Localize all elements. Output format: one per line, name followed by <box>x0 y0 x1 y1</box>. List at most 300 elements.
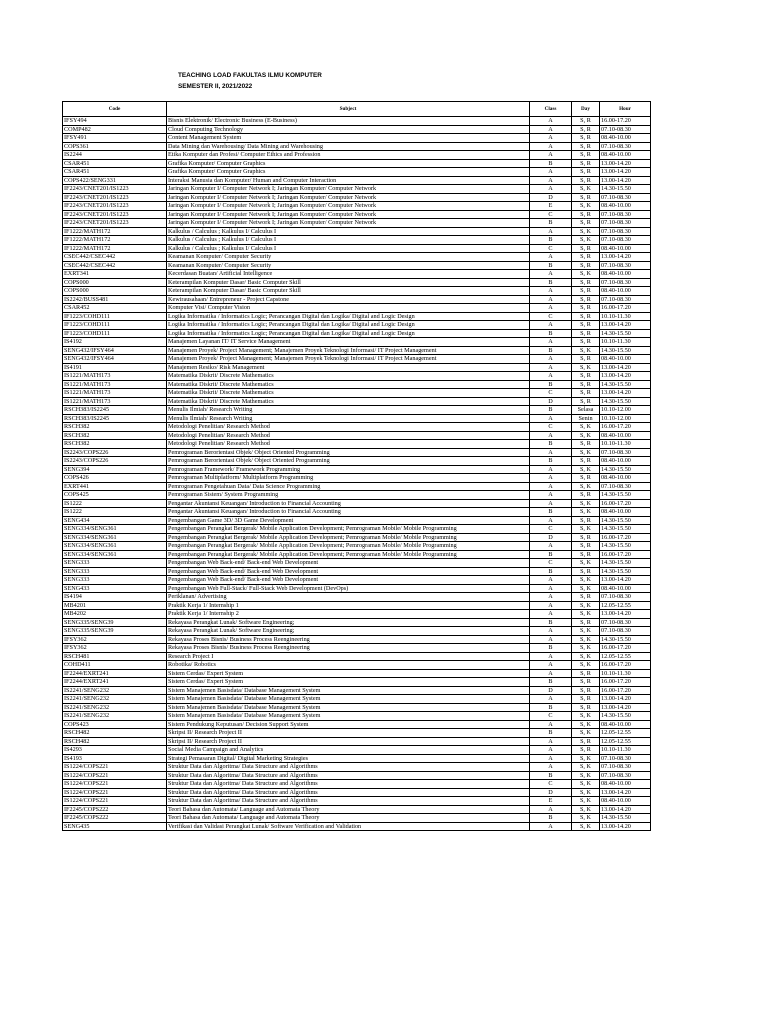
table-row <box>63 644 651 653</box>
cell-code: IF1222/MATH172 <box>63 244 167 253</box>
table-body <box>63 117 651 831</box>
cell-subject: Praktik Kerja 1/ Internship 2 <box>167 610 530 619</box>
table-row <box>63 533 651 542</box>
cell-class: B <box>530 457 572 466</box>
cell-code: SENG333 <box>63 567 167 576</box>
cell-hour: 13.00-14.20 <box>600 822 651 831</box>
cell-code: COPS425 <box>63 491 167 500</box>
cell-class: A <box>530 185 572 194</box>
cell-day: S, K <box>572 601 600 610</box>
table-row <box>63 227 651 236</box>
cell-subject: Kalkulus / Calculus ; Kalkulus I/ Calculus I <box>167 227 530 236</box>
cell-hour: 07.10-08.30 <box>600 448 651 457</box>
table-row <box>63 771 651 780</box>
cell-hour: 08.40-10.00 <box>600 584 651 593</box>
cell-day: S, K <box>572 448 600 457</box>
cell-day: S, R <box>572 678 600 687</box>
cell-subject: Sistem Manajemen Basisdata/ Database Management System <box>167 703 530 712</box>
cell-subject: Data Mining dan Warehousing/ Data Mining and Warehousing <box>167 142 530 151</box>
cell-day: S, R <box>572 287 600 296</box>
cell-code: IF1222/MATH172 <box>63 236 167 245</box>
cell-day: S, K <box>572 499 600 508</box>
cell-day: S, R <box>572 457 600 466</box>
cell-day: S, K <box>572 423 600 432</box>
cell-code: IS1224/COPS221 <box>63 797 167 806</box>
table-row <box>63 185 651 194</box>
cell-code: COPS361 <box>63 142 167 151</box>
cell-class: A <box>530 695 572 704</box>
cell-class: A <box>530 601 572 610</box>
header-day: Day <box>572 102 600 117</box>
cell-code: IF1222/MATH172 <box>63 227 167 236</box>
cell-class: E <box>530 202 572 211</box>
cell-subject: Metodologi Penelitian/ Research Method <box>167 431 530 440</box>
cell-subject: Keterampilan Komputer Dasar/ Basic Computer Skill <box>167 278 530 287</box>
table-row <box>63 754 651 763</box>
cell-subject: Pengembangan Perangkat Bergerak/ Mobile Application Development; Pemrograman Mobile/ Mobile Programming <box>167 542 530 551</box>
cell-hour: 10.10-12.00 <box>600 406 651 415</box>
table-row <box>63 474 651 483</box>
cell-class: B <box>530 219 572 228</box>
table-row <box>63 125 651 134</box>
cell-class: A <box>530 363 572 372</box>
cell-hour: 07.10-08.30 <box>600 771 651 780</box>
cell-class: A <box>530 304 572 313</box>
cell-class: A <box>530 414 572 423</box>
cell-code: RSCH382 <box>63 423 167 432</box>
cell-code: IS2241/SENG232 <box>63 686 167 695</box>
cell-day: S, K <box>572 635 600 644</box>
cell-subject: Pemrograman Berorientasi Objek/ Object Oriented Programming <box>167 457 530 466</box>
table-row <box>63 440 651 449</box>
table-row <box>63 627 651 636</box>
cell-code: IF1223/COHD111 <box>63 321 167 330</box>
cell-code: RSCH383/IS2245 <box>63 406 167 415</box>
cell-subject: Praktik Kerja 1/ Internship 1 <box>167 601 530 610</box>
table-row <box>63 669 651 678</box>
table-row <box>63 652 651 661</box>
cell-hour: 13.00-14.20 <box>600 321 651 330</box>
cell-day: S, K <box>572 814 600 823</box>
cell-day: S, R <box>572 244 600 253</box>
cell-day: S, K <box>572 797 600 806</box>
cell-class: B <box>530 380 572 389</box>
cell-class: C <box>530 712 572 721</box>
table-row <box>63 703 651 712</box>
cell-subject: Logika Informatika / Informatics Logic; Perancangan Digital dan Logika/ Digital and Logic Design <box>167 321 530 330</box>
cell-day: S, K <box>572 202 600 211</box>
cell-class: B <box>530 729 572 738</box>
cell-code: RSCH482 <box>63 737 167 746</box>
cell-subject: Pemrograman Berorientasi Objek/ Object Oriented Programming <box>167 448 530 457</box>
cell-class: A <box>530 822 572 831</box>
cell-code: COPS000 <box>63 278 167 287</box>
cell-code: IF2243/CNET201/IS1223 <box>63 210 167 219</box>
cell-day: S, R <box>572 703 600 712</box>
cell-code: IFSY362 <box>63 635 167 644</box>
cell-subject: Strategi Pemasaran Digital/ Digital Marketing Strategies <box>167 754 530 763</box>
cell-class: A <box>530 754 572 763</box>
cell-code: IS4192 <box>63 338 167 347</box>
cell-hour: 08.40-10.00 <box>600 720 651 729</box>
cell-subject: Periklanan/ Advertising <box>167 593 530 602</box>
cell-hour: 07.10-08.30 <box>600 278 651 287</box>
cell-class: A <box>530 584 572 593</box>
cell-code: IS2244 <box>63 151 167 160</box>
cell-hour: 13.00-14.20 <box>600 389 651 398</box>
cell-subject: Teori Bahasa dan Automata/ Language and Automata Theory <box>167 814 530 823</box>
cell-hour: 13.00-14.20 <box>600 159 651 168</box>
table-row <box>63 329 651 338</box>
cell-subject: Jaringan Komputer I/ Computer Network I; Jaringan Komputer/ Computer Network <box>167 202 530 211</box>
cell-day: S, R <box>572 474 600 483</box>
cell-code: RSCH382 <box>63 440 167 449</box>
table-header-row <box>63 102 651 117</box>
cell-subject: Verifikasi dan Validasi Perangkat Lunak/ Software Verification and Validation <box>167 822 530 831</box>
cell-class: B <box>530 771 572 780</box>
cell-code: MB4202 <box>63 610 167 619</box>
table-row <box>63 525 651 534</box>
table-row <box>63 788 651 797</box>
cell-code: IS1221/MATH173 <box>63 389 167 398</box>
cell-day: S, K <box>572 584 600 593</box>
cell-code: IS1221/MATH173 <box>63 380 167 389</box>
cell-hour: 07.10-08.30 <box>600 295 651 304</box>
cell-class: C <box>530 525 572 534</box>
cell-class: C <box>530 423 572 432</box>
cell-hour: 13.00-14.20 <box>600 695 651 704</box>
cell-day: S, K <box>572 822 600 831</box>
table-row <box>63 729 651 738</box>
cell-subject: Matematika Diskrit/ Discrete Mathematics <box>167 389 530 398</box>
cell-subject: Pengembangan Perangkat Bergerak/ Mobile Application Development; Pemrograman Mobile/ Mobile Programming <box>167 550 530 559</box>
cell-subject: Skripsi II/ Research Project II <box>167 729 530 738</box>
table-row <box>63 363 651 372</box>
cell-class: A <box>530 431 572 440</box>
cell-subject: Robotika/ Robotics <box>167 661 530 670</box>
cell-class: A <box>530 593 572 602</box>
cell-class: B <box>530 346 572 355</box>
cell-subject: Jaringan Komputer I/ Computer Network I; Jaringan Komputer/ Computer Network <box>167 185 530 194</box>
cell-hour: 14.30-15.50 <box>600 329 651 338</box>
cell-day: S, R <box>572 176 600 185</box>
table-row <box>63 338 651 347</box>
cell-hour: 14.30-15.50 <box>600 559 651 568</box>
cell-hour: 08.40-10.00 <box>600 134 651 143</box>
cell-day: S, R <box>572 117 600 126</box>
table-row <box>63 542 651 551</box>
cell-class: D <box>530 397 572 406</box>
table-row <box>63 151 651 160</box>
cell-class: B <box>530 703 572 712</box>
table-row <box>63 550 651 559</box>
cell-code: IF1223/COHD111 <box>63 312 167 321</box>
cell-code: SENG394 <box>63 465 167 474</box>
cell-hour: 13.00-14.20 <box>600 576 651 585</box>
cell-code: CSAR451 <box>63 159 167 168</box>
cell-class: D <box>530 788 572 797</box>
cell-code: RSCH481 <box>63 652 167 661</box>
cell-subject: Sistem Manajemen Basisdata/ Database Management System <box>167 712 530 721</box>
table-row <box>63 142 651 151</box>
cell-subject: Matematika Diskrit/ Discrete Mathematics <box>167 380 530 389</box>
cell-hour: 13.00-14.20 <box>600 168 651 177</box>
cell-code: IS1222 <box>63 499 167 508</box>
cell-subject: Pemrograman Multiplatform/ Multiplatform Programming <box>167 474 530 483</box>
cell-class: B <box>530 329 572 338</box>
cell-code: SENG334/SENG361 <box>63 533 167 542</box>
table-row <box>63 805 651 814</box>
cell-subject: Teori Bahasa dan Automata/ Language and Automata Theory <box>167 805 530 814</box>
table-row <box>63 720 651 729</box>
cell-class: B <box>530 644 572 653</box>
cell-subject: Rekayasa Proses Bisnis/ Business Process Reengineering <box>167 644 530 653</box>
cell-subject: Cloud Computing Technology <box>167 125 530 134</box>
cell-class: A <box>530 151 572 160</box>
table-row <box>63 822 651 831</box>
cell-class: C <box>530 389 572 398</box>
cell-day: S, R <box>572 295 600 304</box>
cell-day: S, K <box>572 559 600 568</box>
cell-class: B <box>530 236 572 245</box>
document-semester: SEMESTER II, 2021/2022 <box>178 83 253 90</box>
table-row <box>63 423 651 432</box>
cell-class: A <box>530 610 572 619</box>
cell-day: S, R <box>572 389 600 398</box>
table-row <box>63 134 651 143</box>
cell-class: B <box>530 261 572 270</box>
cell-hour: 14.30-15.50 <box>600 542 651 551</box>
table-row <box>63 210 651 219</box>
cell-hour: 16.00-17.20 <box>600 533 651 542</box>
cell-hour: 10.10-11.30 <box>600 669 651 678</box>
table-row <box>63 618 651 627</box>
cell-day: S, R <box>572 695 600 704</box>
cell-day: S, K <box>572 346 600 355</box>
table-row <box>63 287 651 296</box>
cell-hour: 14.30-15.50 <box>600 185 651 194</box>
cell-day: S, R <box>572 321 600 330</box>
cell-day: S, K <box>572 508 600 517</box>
cell-hour: 13.00-14.20 <box>600 372 651 381</box>
cell-hour: 07.10-08.30 <box>600 754 651 763</box>
cell-day: S, K <box>572 525 600 534</box>
cell-hour: 13.00-14.20 <box>600 610 651 619</box>
cell-day: S, K <box>572 788 600 797</box>
cell-class: A <box>530 669 572 678</box>
cell-hour: 07.10-08.30 <box>600 210 651 219</box>
table-row <box>63 712 651 721</box>
cell-subject: Struktur Data dan Algoritma/ Data Structure and Algorithms <box>167 788 530 797</box>
cell-subject: Matematika Diskrit/ Discrete Mathematics <box>167 397 530 406</box>
cell-class: A <box>530 661 572 670</box>
cell-code: COPS426 <box>63 474 167 483</box>
table-row <box>63 431 651 440</box>
table-row <box>63 346 651 355</box>
cell-code: IS4293 <box>63 746 167 755</box>
cell-hour: 07.10-08.30 <box>600 261 651 270</box>
cell-code: IF2243/CNET201/IS1223 <box>63 219 167 228</box>
cell-day: S, R <box>572 372 600 381</box>
cell-class: A <box>530 465 572 474</box>
cell-hour: 08.40-10.00 <box>600 355 651 364</box>
cell-subject: Keamanan Komputer/ Computer Security <box>167 253 530 262</box>
cell-code: IFSY494 <box>63 117 167 126</box>
cell-hour: 07.10-08.30 <box>600 618 651 627</box>
table-row <box>63 312 651 321</box>
cell-hour: 14.30-15.50 <box>600 635 651 644</box>
cell-subject: Interaksi Manusia dan Komputer/ Human and Computer Interaction <box>167 176 530 185</box>
table-row <box>63 584 651 593</box>
cell-class: C <box>530 210 572 219</box>
cell-code: IS2241/SENG232 <box>63 712 167 721</box>
cell-day: S, R <box>572 516 600 525</box>
cell-code: CSEC442/CSEC442 <box>63 261 167 270</box>
cell-class: A <box>530 491 572 500</box>
cell-class: A <box>530 652 572 661</box>
table-row <box>63 814 651 823</box>
cell-day: S, R <box>572 278 600 287</box>
cell-code: IF2245/COPS222 <box>63 805 167 814</box>
cell-day: S, K <box>572 805 600 814</box>
cell-class: A <box>530 542 572 551</box>
cell-hour: 08.40-10.00 <box>600 508 651 517</box>
cell-hour: 14.30-15.50 <box>600 516 651 525</box>
cell-class: E <box>530 797 572 806</box>
cell-subject: Pemrograman Pengetahuan Data/ Data Science Programming <box>167 482 530 491</box>
cell-hour: 07.10-08.30 <box>600 219 651 228</box>
cell-code: SENG434 <box>63 516 167 525</box>
cell-class: A <box>530 720 572 729</box>
cell-subject: Keterampilan Komputer Dasar/ Basic Computer Skill <box>167 287 530 296</box>
table-row <box>63 406 651 415</box>
table-row <box>63 159 651 168</box>
cell-code: IS1224/COPS221 <box>63 780 167 789</box>
cell-code: IS1221/MATH173 <box>63 372 167 381</box>
cell-class: A <box>530 176 572 185</box>
cell-class: A <box>530 253 572 262</box>
cell-class: A <box>530 117 572 126</box>
cell-day: S, K <box>572 661 600 670</box>
cell-day: S, K <box>572 652 600 661</box>
cell-day: S, K <box>572 363 600 372</box>
cell-subject: Struktur Data dan Algoritma/ Data Structure and Algorithms <box>167 797 530 806</box>
cell-hour: 10.10-11.30 <box>600 338 651 347</box>
cell-class: A <box>530 372 572 381</box>
table-row <box>63 278 651 287</box>
cell-hour: 12.05-12.55 <box>600 652 651 661</box>
table-row <box>63 355 651 364</box>
cell-class: C <box>530 780 572 789</box>
cell-code: IF2243/CNET201/IS1223 <box>63 185 167 194</box>
cell-day: S, R <box>572 125 600 134</box>
cell-hour: 07.10-08.30 <box>600 763 651 772</box>
cell-code: IS1222 <box>63 508 167 517</box>
cell-hour: 16.00-17.20 <box>600 678 651 687</box>
cell-day: S, R <box>572 355 600 364</box>
cell-day: S, K <box>572 729 600 738</box>
cell-class: A <box>530 627 572 636</box>
cell-hour: 07.10-08.30 <box>600 125 651 134</box>
cell-subject: Pengembangan Web Full-Stack/ Full-Stack Web Development (DevOps) <box>167 584 530 593</box>
cell-subject: Jaringan Komputer I/ Computer Network I; Jaringan Komputer/ Computer Network <box>167 219 530 228</box>
cell-hour: 14.30-15.50 <box>600 491 651 500</box>
cell-subject: Menulis Ilmiah/ Research Writing <box>167 414 530 423</box>
cell-day: S, R <box>572 312 600 321</box>
cell-class: A <box>530 499 572 508</box>
table-row <box>63 686 651 695</box>
cell-day: S, R <box>572 219 600 228</box>
cell-class: A <box>530 448 572 457</box>
cell-hour: 13.00-14.20 <box>600 253 651 262</box>
cell-hour: 07.10-08.30 <box>600 142 651 151</box>
cell-day: S, R <box>572 567 600 576</box>
cell-code: IS4193 <box>63 754 167 763</box>
cell-class: D <box>530 193 572 202</box>
cell-code: SENG335/SENG39 <box>63 627 167 636</box>
cell-subject: Kalkulus / Calculus ; Kalkulus I/ Calculus I <box>167 236 530 245</box>
cell-day: S, R <box>572 304 600 313</box>
cell-code: IF2244/EXRT241 <box>63 678 167 687</box>
table-row <box>63 457 651 466</box>
table-row <box>63 465 651 474</box>
cell-subject: Jaringan Komputer I/ Computer Network I; Jaringan Komputer/ Computer Network <box>167 210 530 219</box>
cell-subject: Pemrograman Framework/ Framework Programming <box>167 465 530 474</box>
cell-class: A <box>530 134 572 143</box>
cell-code: RSCH383/IS2245 <box>63 414 167 423</box>
cell-subject: Komputer Visi/ Computer Vision <box>167 304 530 313</box>
table-row <box>63 491 651 500</box>
cell-hour: 08.40-10.00 <box>600 270 651 279</box>
cell-day: S, R <box>572 193 600 202</box>
cell-day: S, R <box>572 491 600 500</box>
cell-subject: Grafika Komputer/ Computer Graphics <box>167 159 530 168</box>
cell-class: A <box>530 635 572 644</box>
cell-code: SENG333 <box>63 576 167 585</box>
cell-code: SENG432/IFSY464 <box>63 346 167 355</box>
cell-subject: Sistem Pendukung Keputusan/ Decision Support System <box>167 720 530 729</box>
cell-hour: 12.05-12.55 <box>600 737 651 746</box>
table-row <box>63 567 651 576</box>
cell-hour: 07.10-08.30 <box>600 482 651 491</box>
cell-day: S, R <box>572 618 600 627</box>
table-row <box>63 610 651 619</box>
cell-day: S, K <box>572 771 600 780</box>
cell-subject: Manajemen Layanan IT/ IT Service Management <box>167 338 530 347</box>
cell-subject: Kecerdasan Buatan/ Artificial Intelligence <box>167 270 530 279</box>
cell-class: A <box>530 474 572 483</box>
cell-code: CSAR451 <box>63 168 167 177</box>
cell-day: S, R <box>572 380 600 389</box>
cell-code: IF2243/CNET201/IS1223 <box>63 193 167 202</box>
table-row <box>63 414 651 423</box>
table-row <box>63 695 651 704</box>
cell-subject: Logika Informatika / Informatics Logic; Perancangan Digital dan Logika/ Digital and Logic Design <box>167 312 530 321</box>
cell-subject: Metodologi Penelitian/ Research Method <box>167 423 530 432</box>
cell-subject: Kewirausahaan/ Entrepreneur - Project Capstone <box>167 295 530 304</box>
cell-day: Senin <box>572 414 600 423</box>
cell-subject: Sistem Cerdas/ Expert System <box>167 678 530 687</box>
cell-subject: Pengembangan Web Back-end/ Back-end Web Development <box>167 567 530 576</box>
cell-code: COPS423 <box>63 720 167 729</box>
cell-class: A <box>530 737 572 746</box>
cell-hour: 08.40-10.00 <box>600 474 651 483</box>
cell-subject: Rekayasa Perangkat Lunak/ Software Engineering; <box>167 627 530 636</box>
cell-code: IS2242/BUSS481 <box>63 295 167 304</box>
cell-code: SENG335/SENG39 <box>63 618 167 627</box>
cell-hour: 08.40-10.00 <box>600 780 651 789</box>
document-header <box>178 70 322 92</box>
